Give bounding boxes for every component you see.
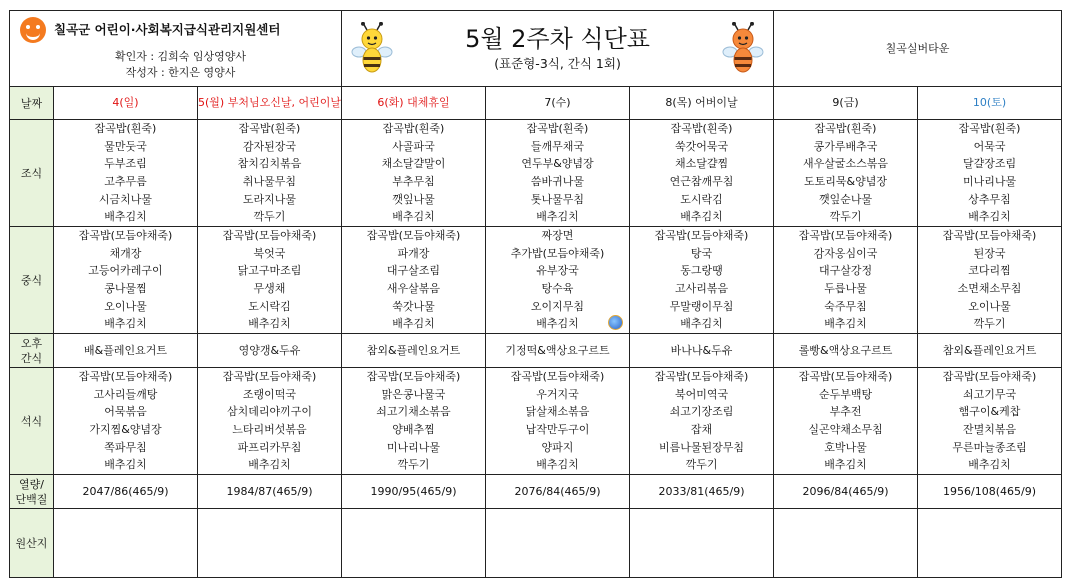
menu-item: 새우살볶음 xyxy=(386,282,441,295)
menu-item: 깍두기 xyxy=(253,210,286,224)
snack-row xyxy=(10,334,1062,368)
menu-item: 미나리나물 xyxy=(962,175,1017,188)
lunch-cell xyxy=(54,227,198,334)
menu-item: 동그랑땡 xyxy=(680,264,723,278)
menu-item: 취나물무침 xyxy=(242,175,297,188)
menu-item: 오이지무침 xyxy=(530,299,585,313)
menu-item: 깻잎나물 xyxy=(392,192,435,206)
menu-item: 배추김치 xyxy=(968,210,1011,224)
origin-cell xyxy=(774,509,918,578)
lunch-cell xyxy=(198,227,342,334)
menu-item: 고추무름 xyxy=(104,175,147,188)
menu-item: 북엇국 xyxy=(253,246,286,260)
menu-item: 잡곡밥(모듬야채죽) xyxy=(366,370,461,384)
menu-item: 감자된장국 xyxy=(242,139,297,153)
menu-item: 숙주무침 xyxy=(824,299,867,313)
snack-cell: 배&플레인요거트 xyxy=(54,334,198,368)
menu-item: 배추김치 xyxy=(392,210,435,224)
menu-item: 조랭이떡국 xyxy=(242,387,297,401)
lunch-row xyxy=(10,227,1062,334)
dinner-cell xyxy=(486,368,630,475)
menu-item: 탕수육 xyxy=(541,282,574,295)
menu-item: 사골파국 xyxy=(392,139,435,153)
label-date: 날짜 xyxy=(10,87,54,120)
menu-item: 어묵볶음 xyxy=(104,405,147,419)
menu-item: 배추김치 xyxy=(824,317,867,331)
menu-item: 추가밥(모듬야채죽) xyxy=(510,246,605,260)
breakfast-cell xyxy=(198,120,342,227)
menu-item: 순두부백탕 xyxy=(818,387,873,401)
menu-item: 참치김치볶음 xyxy=(237,157,302,171)
menu-item: 느타리버섯볶음 xyxy=(232,423,307,436)
meal-plan-sheet xyxy=(9,10,1061,578)
kcal-cell: 1984/87(465/9) xyxy=(198,475,342,509)
menu-item: 도토리묵&양념장 xyxy=(804,175,888,188)
menu-item: 두부조림 xyxy=(104,157,147,171)
menu-item: 우거지국 xyxy=(536,387,579,401)
header-row xyxy=(10,11,1062,87)
place-name: 칠곡실버타운 xyxy=(774,11,1062,87)
menu-item: 배추김치 xyxy=(536,317,579,331)
menu-item: 연두부&양념장 xyxy=(521,157,594,171)
kcal-cell: 2076/84(465/9) xyxy=(486,475,630,509)
menu-item: 물만둣국 xyxy=(104,139,147,153)
menu-item: 배추김치 xyxy=(248,317,291,331)
confirm-text: 확인자 : 김희숙 임상영양사 xyxy=(114,49,247,63)
menu-item: 씀바귀나물 xyxy=(530,175,585,188)
dinner-cell xyxy=(630,368,774,475)
menu-item: 햄구이&케찹 xyxy=(958,405,1021,419)
snack-cell: 참외&플레인요거트 xyxy=(918,334,1062,368)
menu-item: 잡곡밥(모듬야채죽) xyxy=(222,370,317,384)
menu-item: 감자옹심이국 xyxy=(813,246,878,260)
snack-cell: 참외&플레인요거트 xyxy=(342,334,486,368)
dinner-cell xyxy=(918,368,1062,475)
menu-item: 된장국 xyxy=(973,246,1006,260)
menu-item: 콩가루배추국 xyxy=(813,139,878,153)
lunch-cell xyxy=(918,227,1062,334)
menu-item: 닭살채소볶음 xyxy=(525,405,590,419)
meal-plan-table xyxy=(9,10,1062,578)
kcal-cell: 1956/108(465/9) xyxy=(918,475,1062,509)
menu-item: 잡곡밥(흰죽) xyxy=(238,122,301,136)
org-title xyxy=(20,17,341,43)
menu-item: 닭고구마조림 xyxy=(237,264,302,278)
date-row xyxy=(10,87,1062,120)
menu-item: 채소달걀찜 xyxy=(674,157,729,171)
menu-item: 짜장면 xyxy=(541,229,574,243)
snack-cell: 바나나&두유 xyxy=(630,334,774,368)
menu-item: 배추김치 xyxy=(104,317,147,331)
menu-item: 잡곡밥(모듬야채죽) xyxy=(654,370,749,384)
menu-item: 잡곡밥(모듬야채죽) xyxy=(510,370,605,384)
menu-item: 배추김치 xyxy=(680,317,723,331)
breakfast-cell xyxy=(342,120,486,227)
menu-item: 연근참깨무침 xyxy=(669,175,734,188)
dinner-cell xyxy=(54,368,198,475)
menu-item: 잡곡밥(모듬야채죽) xyxy=(654,229,749,243)
menu-item: 납작만두구이 xyxy=(525,423,590,436)
menu-item: 잡곡밥(모듬야채죽) xyxy=(78,229,173,243)
menu-item: 가지찜&양념장 xyxy=(89,423,162,436)
menu-item: 잡곡밥(흰죽) xyxy=(94,122,157,136)
menu-item: 깍두기 xyxy=(829,210,862,224)
menu-item: 부추무침 xyxy=(392,175,435,188)
bee-mascot-icon xyxy=(350,22,394,76)
menu-item: 잡곡밥(흰죽) xyxy=(526,122,589,136)
dinner-cell xyxy=(198,368,342,475)
breakfast-row xyxy=(10,120,1062,227)
dinner-row xyxy=(10,368,1062,475)
menu-item: 잡곡밥(모듬야채죽) xyxy=(222,229,317,243)
menu-item: 깍두기 xyxy=(685,458,718,472)
breakfast-cell xyxy=(54,120,198,227)
menu-item: 채소달걀말이 xyxy=(381,157,446,171)
menu-item: 도시락김 xyxy=(680,192,723,206)
title-cell xyxy=(342,11,774,87)
menu-item: 두릅나물 xyxy=(824,282,867,295)
label-breakfast: 조식 xyxy=(10,120,54,227)
menu-item: 상추무침 xyxy=(968,192,1011,206)
menu-item: 잡곡밥(모듬야채죽) xyxy=(78,370,173,384)
kcal-cell: 2033/81(465/9) xyxy=(630,475,774,509)
menu-item: 톳나물무침 xyxy=(530,192,585,206)
kcal-row xyxy=(10,475,1062,509)
menu-item: 오이나물 xyxy=(104,299,147,313)
menu-item: 대구살강정 xyxy=(818,264,873,278)
menu-item: 잡곡밥(흰죽) xyxy=(958,122,1021,136)
menu-item: 맑은콩나물국 xyxy=(381,387,446,401)
menu-item: 잡곡밥(모듬야채죽) xyxy=(798,370,893,384)
breakfast-cell xyxy=(918,120,1062,227)
menu-item: 달걀장조림 xyxy=(962,157,1017,171)
menu-item: 쇠고기채소볶음 xyxy=(376,405,451,419)
menu-item: 무른마늘종조림 xyxy=(952,440,1027,454)
menu-item: 도시락김 xyxy=(248,299,291,313)
bee-mascot-icon xyxy=(721,22,765,76)
origin-row xyxy=(10,509,1062,578)
menu-item: 잡곡밥(모듬야채죽) xyxy=(366,229,461,243)
snack-cell: 롤빵&액상요구르트 xyxy=(774,334,918,368)
org-cell xyxy=(10,11,342,87)
menu-item: 잡곡밥(모듬야채죽) xyxy=(942,229,1037,243)
menu-item: 콩나물찜 xyxy=(104,282,147,295)
menu-item: 양파지 xyxy=(541,440,574,454)
menu-item: 쑥갓나물 xyxy=(392,299,435,313)
label-origin: 원산지 xyxy=(10,509,54,578)
day-header: 4(일) xyxy=(54,87,198,120)
menu-item: 잡곡밥(흰죽) xyxy=(814,122,877,136)
snack-cell: 영양갱&두유 xyxy=(198,334,342,368)
label-lunch: 중식 xyxy=(10,227,54,334)
menu-item: 실곤약채소무침 xyxy=(808,423,883,436)
label-snack xyxy=(10,334,54,368)
menu-item: 잡채 xyxy=(690,423,713,436)
menu-item: 배추김치 xyxy=(104,210,147,224)
day-header: 9(금) xyxy=(774,87,918,120)
menu-item: 들깨무채국 xyxy=(530,139,585,153)
menu-item: 잡곡밥(모듬야채죽) xyxy=(942,370,1037,384)
menu-item: 북어미역국 xyxy=(674,387,729,401)
menu-item: 채개장 xyxy=(109,246,142,260)
menu-item: 잡곡밥(모듬야채죽) xyxy=(798,229,893,243)
menu-item: 고등어카레구이 xyxy=(88,264,163,278)
smiley-logo-icon xyxy=(20,17,46,43)
snack-cell: 기정떡&액상요구르트 xyxy=(486,334,630,368)
label-kcal-line2: 단백질 xyxy=(15,492,48,506)
page-title: 5월 2주차 식단표 xyxy=(465,24,650,53)
label-kcal xyxy=(10,475,54,509)
menu-item: 오이나물 xyxy=(968,299,1011,313)
origin-cell xyxy=(198,509,342,578)
menu-item: 고사리들깨탕 xyxy=(93,387,158,401)
menu-item: 쇠고기무국 xyxy=(962,387,1017,401)
menu-item: 잔멸치볶음 xyxy=(962,423,1017,436)
menu-item: 미나리나물 xyxy=(386,440,441,454)
kcal-cell: 2096/84(465/9) xyxy=(774,475,918,509)
menu-item: 배추김치 xyxy=(536,210,579,224)
menu-item: 쑥갓어묵국 xyxy=(674,139,729,153)
menu-item: 깻잎순나물 xyxy=(818,192,873,206)
menu-item: 깍두기 xyxy=(973,317,1006,331)
label-snack-line2: 간식 xyxy=(20,351,43,365)
menu-item: 소면채소무침 xyxy=(957,282,1022,295)
menu-item: 비름나물된장무침 xyxy=(659,440,745,454)
menu-item: 코다리찜 xyxy=(968,264,1011,278)
day-header: 5(월) 부처님오신날, 어린이날 xyxy=(198,87,342,120)
lunch-cell xyxy=(342,227,486,334)
origin-cell xyxy=(54,509,198,578)
menu-item: 삼치데리야끼구이 xyxy=(226,405,312,419)
menu-item: 배추김치 xyxy=(824,458,867,472)
menu-item: 잡곡밥(흰죽) xyxy=(382,122,445,136)
menu-item: 호박나물 xyxy=(824,440,867,454)
menu-item: 탕국 xyxy=(690,246,713,260)
menu-item: 도라지나물 xyxy=(242,192,297,206)
lunch-cell xyxy=(774,227,918,334)
label-snack-line1: 오후 xyxy=(20,336,43,350)
origin-cell xyxy=(342,509,486,578)
menu-item: 부추전 xyxy=(829,405,862,419)
menu-item: 쪽파무침 xyxy=(104,440,147,454)
menu-item: 양배추찜 xyxy=(392,423,435,436)
kcal-cell: 2047/86(465/9) xyxy=(54,475,198,509)
menu-item: 파개장 xyxy=(397,246,430,260)
lunch-cell xyxy=(630,227,774,334)
kcal-cell: 1990/95(465/9) xyxy=(342,475,486,509)
sticker-badge-icon xyxy=(608,315,623,330)
menu-item: 배추김치 xyxy=(968,458,1011,472)
dinner-cell xyxy=(342,368,486,475)
page-subtitle: (표준형-3식, 간식 1회) xyxy=(494,55,621,71)
menu-item: 시금치나물 xyxy=(98,192,153,206)
menu-item: 잡곡밥(흰죽) xyxy=(670,122,733,136)
org-name: 칠곡군 어린이·사회복지급식관리지원센터 xyxy=(54,21,281,37)
origin-cell xyxy=(918,509,1062,578)
menu-item: 어묵국 xyxy=(973,139,1006,153)
breakfast-cell xyxy=(630,120,774,227)
origin-cell xyxy=(630,509,774,578)
menu-item: 배추김치 xyxy=(248,458,291,472)
menu-item: 무생채 xyxy=(253,282,286,295)
day-header: 7(수) xyxy=(486,87,630,120)
menu-item: 배추김치 xyxy=(536,458,579,472)
menu-item: 쇠고기장조림 xyxy=(669,405,734,419)
menu-item: 배추김치 xyxy=(392,317,435,331)
label-kcal-line1: 열량/ xyxy=(19,477,44,491)
menu-item: 고사리볶음 xyxy=(674,282,729,295)
menu-item: 새우살굴소스볶음 xyxy=(803,157,889,171)
breakfast-cell xyxy=(486,120,630,227)
day-header: 6(화) 대체휴일 xyxy=(342,87,486,120)
origin-cell xyxy=(486,509,630,578)
day-header: 8(목) 어버이날 xyxy=(630,87,774,120)
menu-item: 파프리카무침 xyxy=(237,440,302,454)
dinner-cell xyxy=(774,368,918,475)
menu-item: 무말랭이무침 xyxy=(669,299,734,313)
menu-item: 유부장국 xyxy=(536,264,579,278)
menu-item: 배추김치 xyxy=(680,210,723,224)
breakfast-cell xyxy=(774,120,918,227)
lunch-cell xyxy=(486,227,630,334)
label-dinner: 석식 xyxy=(10,368,54,475)
menu-item: 배추김치 xyxy=(104,458,147,472)
day-header: 10(토) xyxy=(918,87,1062,120)
menu-item: 깍두기 xyxy=(397,458,430,472)
writer-text: 작성자 : 한지은 영양사 xyxy=(125,65,236,79)
menu-item: 대구살조림 xyxy=(386,264,441,278)
